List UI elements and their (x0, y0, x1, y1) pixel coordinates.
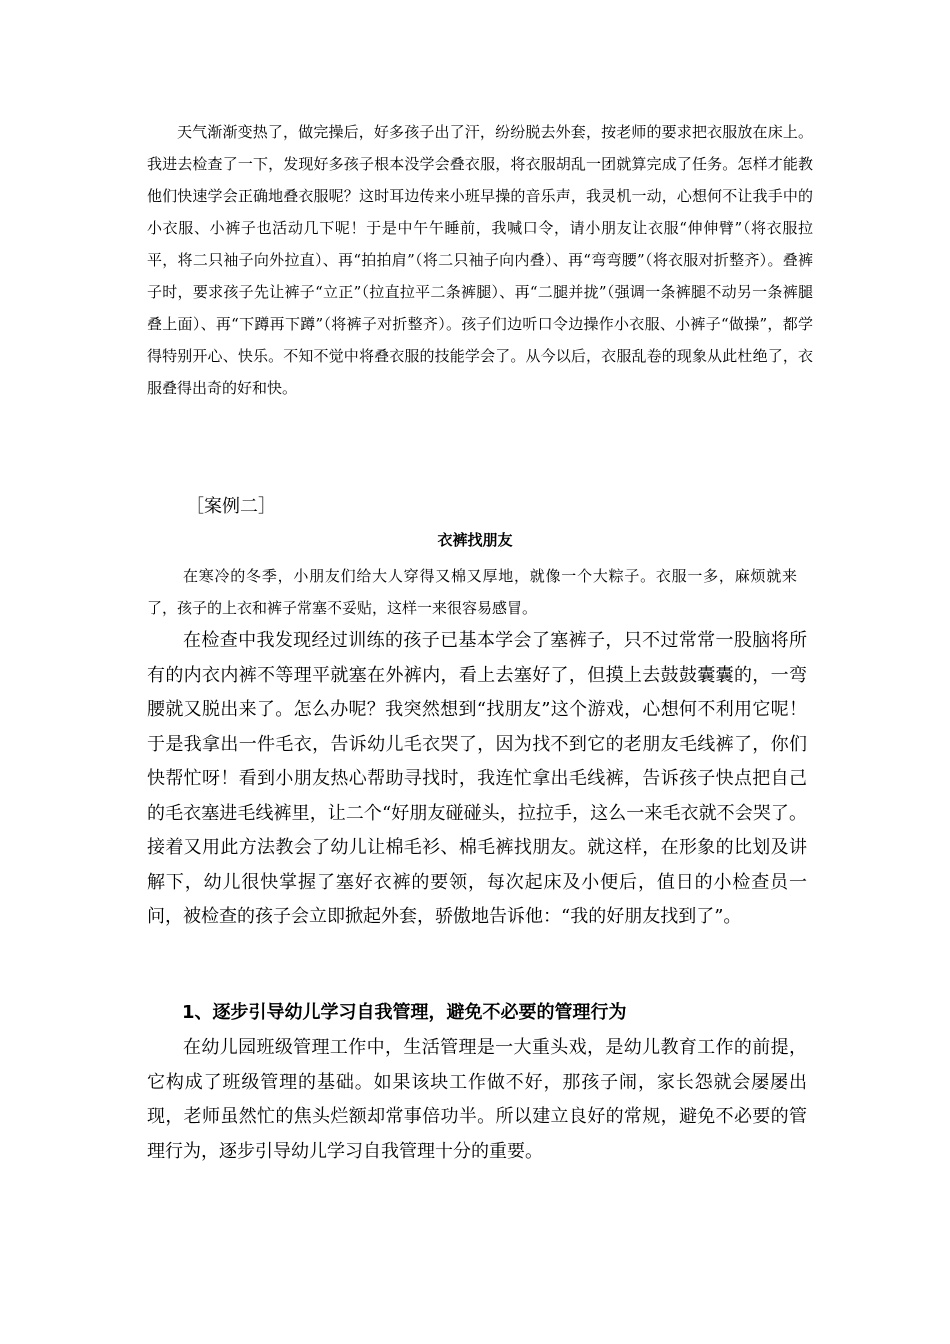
paragraph-case2-body: 在检查中我发现经过训练的孩子已基本学会了塞裤子，只不过常常一股脑将所有的内衣内裤不等理平就塞在外裤内，看上去塞好了，但摸上去鼓鼓囊囊的，一弯腰就又脱出来了。怎么办呢？我突然想到“找朋友”这个游戏，心想何不利用它呢！于是我拿出一件毛衣，告诉幼儿毛衣哭了，因为找不到它的老朋友毛线裤了，你们快帮忙呀！看到小朋友热心帮助寻找时，我连忙拿出毛线裤，告诉孩子快点把自己的毛衣塞进毛线裤里，让二个“好朋友碰碰头，拉拉手，这么一来毛衣就不会哭了。接着又用此方法教会了幼儿让棉毛衫、棉毛裤找朋友。就这样，在形象的比划及讲解下，幼儿很快掌握了塞好衣裤的要领，每次起床及小便后，值日的小检查员一问，被检查的孩子会立即掀起外套，骄傲地告诉他：“我的好朋友找到了”。 (147, 630, 807, 927)
paragraph-case2-intro: 在寒冷的冬季，小朋友们给大人穿得又棉又厚地，就像一个大粽子。衣服一多，麻烦就来了，孩子的上衣和裤子常塞不妥贴，这样一来很容易感冒。 (147, 567, 797, 617)
section-heading: 1、逐步引导幼儿学习自我管理，避免不必要的管理行为 (182, 1002, 627, 1023)
paragraph-case1-body: 天气渐渐变热了，做完操后，好多孩子出了汗，纷纷脱去外套，按老师的要求把衣服放在床上。我进去检查了一下，发现好多孩子根本没学会叠衣服，将衣服胡乱一团就算完成了任务。怎样才能教他们快速学会正确地叠衣服呢？这时耳边传来小班早操的音乐声，我灵机一动，心想何不让我手中的小衣服、小裤子也活动几下呢！于是中午午睡前，我喊口令，请小朋友让衣服“伸伸臂”（将衣服拉平，将二只袖子向外拉直）、再“拍拍肩”（将二只袖子向内叠）、再“弯弯腰”（将衣服对折整齐）。叠裤子时，要求孩子先让裤子“立正”（拉直拉平二条裤腿）、再“二腿并拢”（强调一条裤腿不动另一条裤腿叠上面）、再“下蹲再下蹲”（将裤子对折整齐）。孩子们边听口令边操作小衣服、小裤子“做操”，都学得特别开心、快乐。不知不觉中将叠衣服的技能学会了。从今以后，衣服乱卷的现象从此杜绝了，衣服叠得出奇的好和快。 (147, 123, 813, 397)
case-label: ［案例二］ (186, 496, 276, 517)
case-title: 衣裤找朋友 (437, 531, 513, 549)
paragraph-management: 在幼儿园班级管理工作中，生活管理是一大重头戏，是幼儿教育工作的前提，它构成了班级管理的基础。如果该块工作做不好，那孩子闹，家长怨就会屡屡出现，老师虽然忙的焦头烂额却常事倍功半。所以建立良好的常规，避免不必要的管理行为，逐步引导幼儿学习自我管理十分的重要。 (147, 1037, 807, 1162)
